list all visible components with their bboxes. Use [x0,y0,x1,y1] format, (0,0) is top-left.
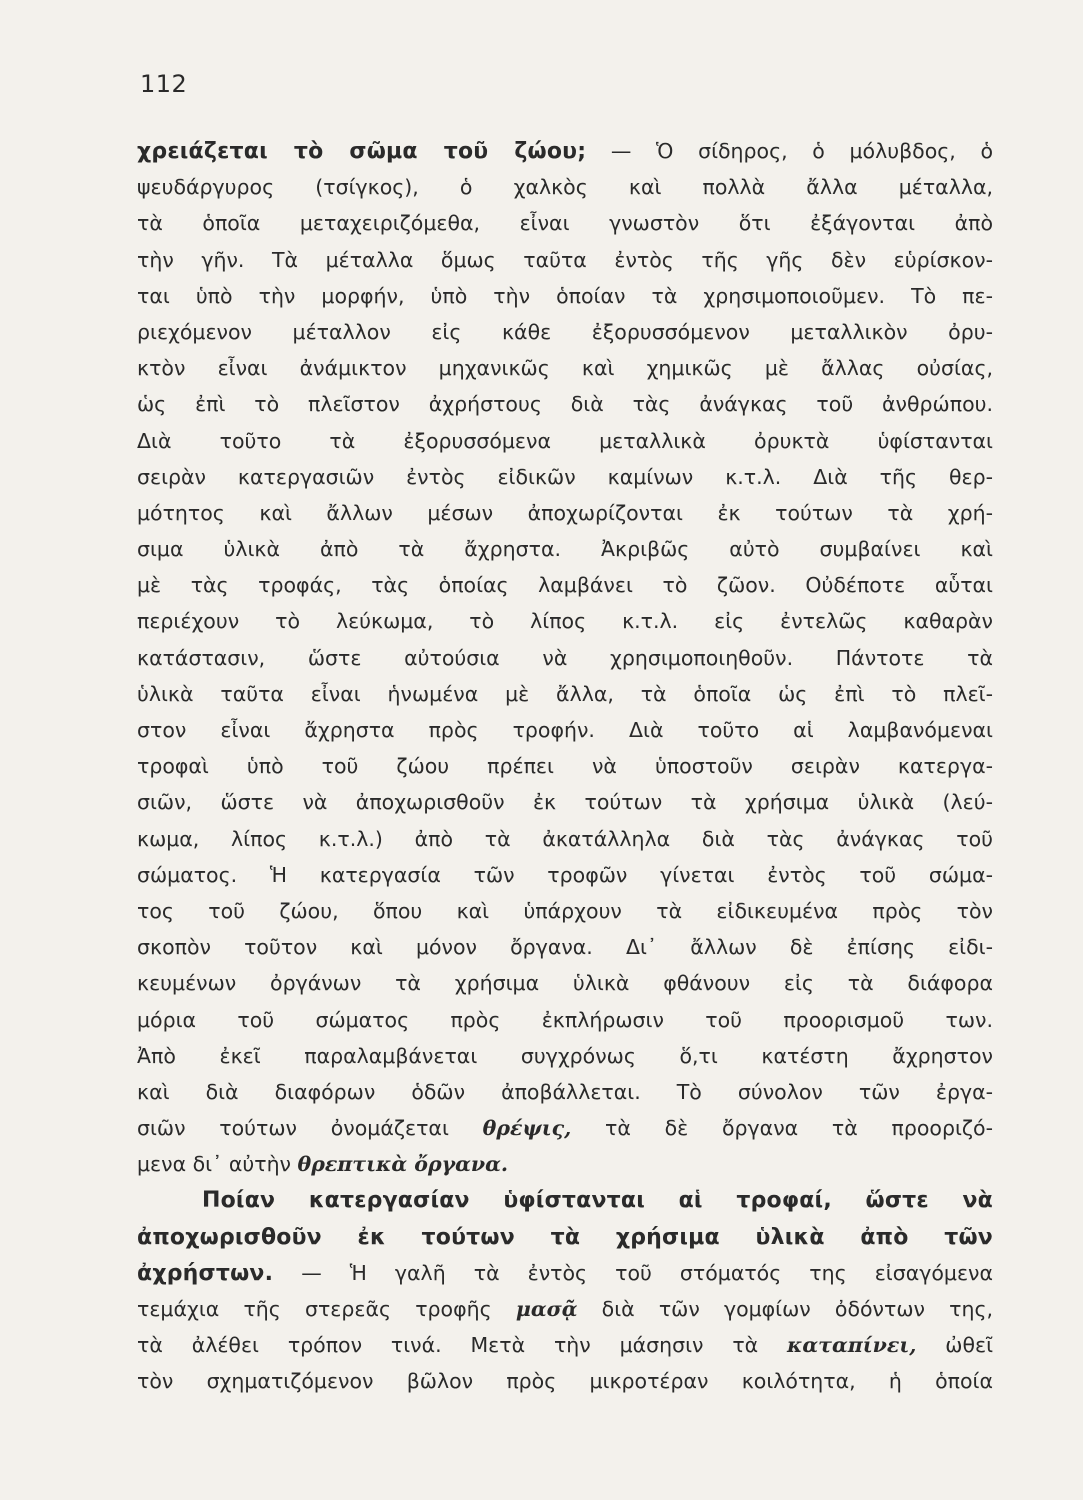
text-line [137,1219,993,1255]
page-number: 112 [140,70,188,98]
body-text: Ἀπὸ ἐκεῖ παραλαμβάνεται συγχρόνως ὅ,τι κατέστη ἄχρηστον [137,1043,993,1068]
text-line [137,1038,993,1074]
text-line [137,784,993,820]
body-text: καὶ διὰ διαφόρων ὁδῶν ἀποβάλλεται. Τὸ σύνολον τῶν ἐργα- [137,1079,993,1104]
body-text: μότητος καὶ ἄλλων μέσων ἀποχωρίζονται ἐκ τούτων τὰ χρή- [137,500,993,525]
text-line [137,1110,993,1146]
body-text: μενα δι᾿ αὐτὴν [137,1152,298,1177]
text-line [137,603,993,639]
body-text: — Ἡ γαλῆ τὰ ἐντὸς τοῦ στόματός της εἰσαγόμενα [273,1260,993,1285]
text-line [137,676,993,712]
body-text: σιῶν τούτων ὀνομάζεται [137,1116,483,1141]
text-line [137,205,993,241]
body-text: τὰ δὲ ὄργανα τὰ προοριζό- [571,1116,993,1141]
body-text: σειρὰν κατεργασιῶν ἐντὸς εἰδικῶν καμίνων κ.τ.λ. Διὰ τῆς θερ- [137,464,993,489]
text-line [137,965,993,1001]
body-text: μὲ τὰς τροφάς, τὰς ὁποίας λαμβάνει τὸ ζῶον. Οὐδέποτε αὗται [137,573,993,598]
text-line [137,386,993,422]
body-text: μόρια τοῦ σώματος πρὸς ἐκπλήρωσιν τοῦ προορισμοῦ των. [137,1007,993,1032]
text-line [137,567,993,603]
text-line [137,314,993,350]
question-text: ἀχρήστων. [137,1260,274,1286]
text-line [137,1327,993,1363]
body-text: ὑλικὰ ταῦτα εἶναι ἡνωμένα μὲ ἄλλα, τὰ ὁποῖα ὡς ἐπὶ τὸ πλεῖ- [137,681,993,706]
text-line [137,350,993,386]
question-text: χρειάζεται τὸ σῶμα τοῦ ζώου; [137,139,587,164]
term-text: μασᾷ [515,1297,578,1321]
term-text: καταπίνει, [787,1333,917,1358]
body-text: τὸν σχηματιζόμενον βῶλον πρὸς μικροτέραν κοιλότητα, ἡ ὁποία [137,1369,993,1394]
text-line [137,821,993,857]
text-line [137,893,993,929]
body-text: Διὰ τοῦτο τὰ ἐξορυσσόμενα μεταλλικὰ ὀρυκτὰ ὑφίστανται [137,428,993,453]
body-text: ὠθεῖ [916,1333,993,1358]
text-body [137,133,993,1400]
question-text: Ποίαν κατεργασίαν ὑφίστανται αἱ τροφαί, ὥστε νὰ [202,1188,993,1214]
body-text: κτὸν εἶναι ἀνάμικτον μηχανικῶς καὶ χημικῶς μὲ ἄλλας οὐσίας, [137,356,993,381]
body-text: στον εἶναι ἄχρηστα πρὸς τροφήν. Διὰ τοῦτο αἱ λαμβανόμεναι [137,718,993,742]
body-text: τεμάχια τῆς στερεᾶς τροφῆς [137,1297,516,1321]
term-text: θρέψις, [482,1116,572,1141]
body-text: τροφαὶ ὑπὸ τοῦ ζώου πρέπει νὰ ὑποστοῦν σειρὰν κατεργα- [137,754,993,779]
body-text: σώματος. Ἡ κατεργασία τῶν τροφῶν γίνεται ἐντὸς τοῦ σώμα- [137,862,993,887]
body-text: ται ὑπὸ τὴν μορφήν, ὑπὸ τὴν ὁποίαν τὰ χρησιμοποιοῦμεν. Τὸ πε- [137,283,993,308]
body-text: τὰ ἀλέθει τρόπον τινά. Μετὰ τὴν μάσησιν τὰ [137,1333,788,1358]
body-text: τος τοῦ ζώου, ὅπου καὶ ὑπάρχουν τὰ εἰδικευμένα πρὸς τὸν [137,898,993,923]
text-line [137,1291,993,1327]
body-text: σιμα ὑλικὰ ἀπὸ τὰ ἄχρηστα. Ἀκριβῶς αὐτὸ συμβαίνει καὶ [137,537,993,562]
body-text: διὰ τῶν γομφίων ὀδόντων της, [577,1297,993,1321]
text-line [137,423,993,459]
body-text: σιῶν, ὥστε νὰ ἀποχωρισθοῦν ἐκ τούτων τὰ χρήσιμα ὑλικὰ (λεύ- [137,790,993,815]
text-line [137,1002,993,1038]
text-line [137,242,993,278]
body-text: σκοπὸν τοῦτον καὶ μόνον ὄργανα. Δι᾿ ἄλλων δὲ ἐπίσης εἰδι- [137,935,993,960]
term-text: θρεπτικὰ ὄργανα. [297,1152,509,1177]
text-line [137,1363,993,1399]
body-text: κευμένων ὀργάνων τὰ χρήσιμα ὑλικὰ φθάνουν εἰς τὰ διάφορα [137,971,993,996]
text-line [137,1255,993,1291]
text-line [137,857,993,893]
text-line [137,495,993,531]
body-text: περιέχουν τὸ λεύκωμα, τὸ λίπος κ.τ.λ. εἰς ἐντελῶς καθαρὰν [137,609,993,634]
text-line [137,531,993,567]
text-line [137,640,993,676]
question-text: ἀποχωρισθοῦν ἐκ τούτων τὰ χρήσιμα ὑλικὰ ἀπὸ τῶν [137,1224,993,1250]
body-text: κατάστασιν, ὥστε αὐτούσια νὰ χρησιμοποιηθοῦν. Πάντοτε τὰ [137,645,993,670]
text-line [137,278,993,314]
text-line [137,133,993,169]
body-text: τὴν γῆν. Τὰ μέταλλα ὅμως ταῦτα ἐντὸς τῆς γῆς δὲν εὑρίσκον- [137,247,993,272]
text-line [137,929,993,965]
text-line [137,1182,993,1218]
body-text: τὰ ὁποῖα μεταχειριζόμεθα, εἶναι γνωστὸν ὅτι ἐξάγονται ἀπὸ [137,211,993,236]
body-text: — Ὁ σίδηρος, ὁ μόλυβδος, ὁ [586,139,993,163]
body-text: κωμα, λίπος κ.τ.λ.) ἀπὸ τὰ ἀκατάλληλα διὰ τὰς ἀνάγκας τοῦ [137,826,993,851]
body-text: ὡς ἐπὶ τὸ πλεῖστον ἀχρήστους διὰ τὰς ἀνάγκας τοῦ ἀνθρώπου. [137,392,993,417]
text-line [137,169,993,205]
text-line [137,1074,993,1110]
text-line [137,712,993,748]
body-text: ριεχόμενον μέταλλον εἰς κάθε ἐξορυσσόμενον μεταλλικὸν ὀρυ- [137,319,993,344]
text-line [137,459,993,495]
text-line [137,1146,993,1182]
text-line [137,748,993,784]
body-text: ψευδάργυρος (τσίγκος), ὁ χαλκὸς καὶ πολλὰ ἄλλα μέταλλα, [137,175,993,200]
